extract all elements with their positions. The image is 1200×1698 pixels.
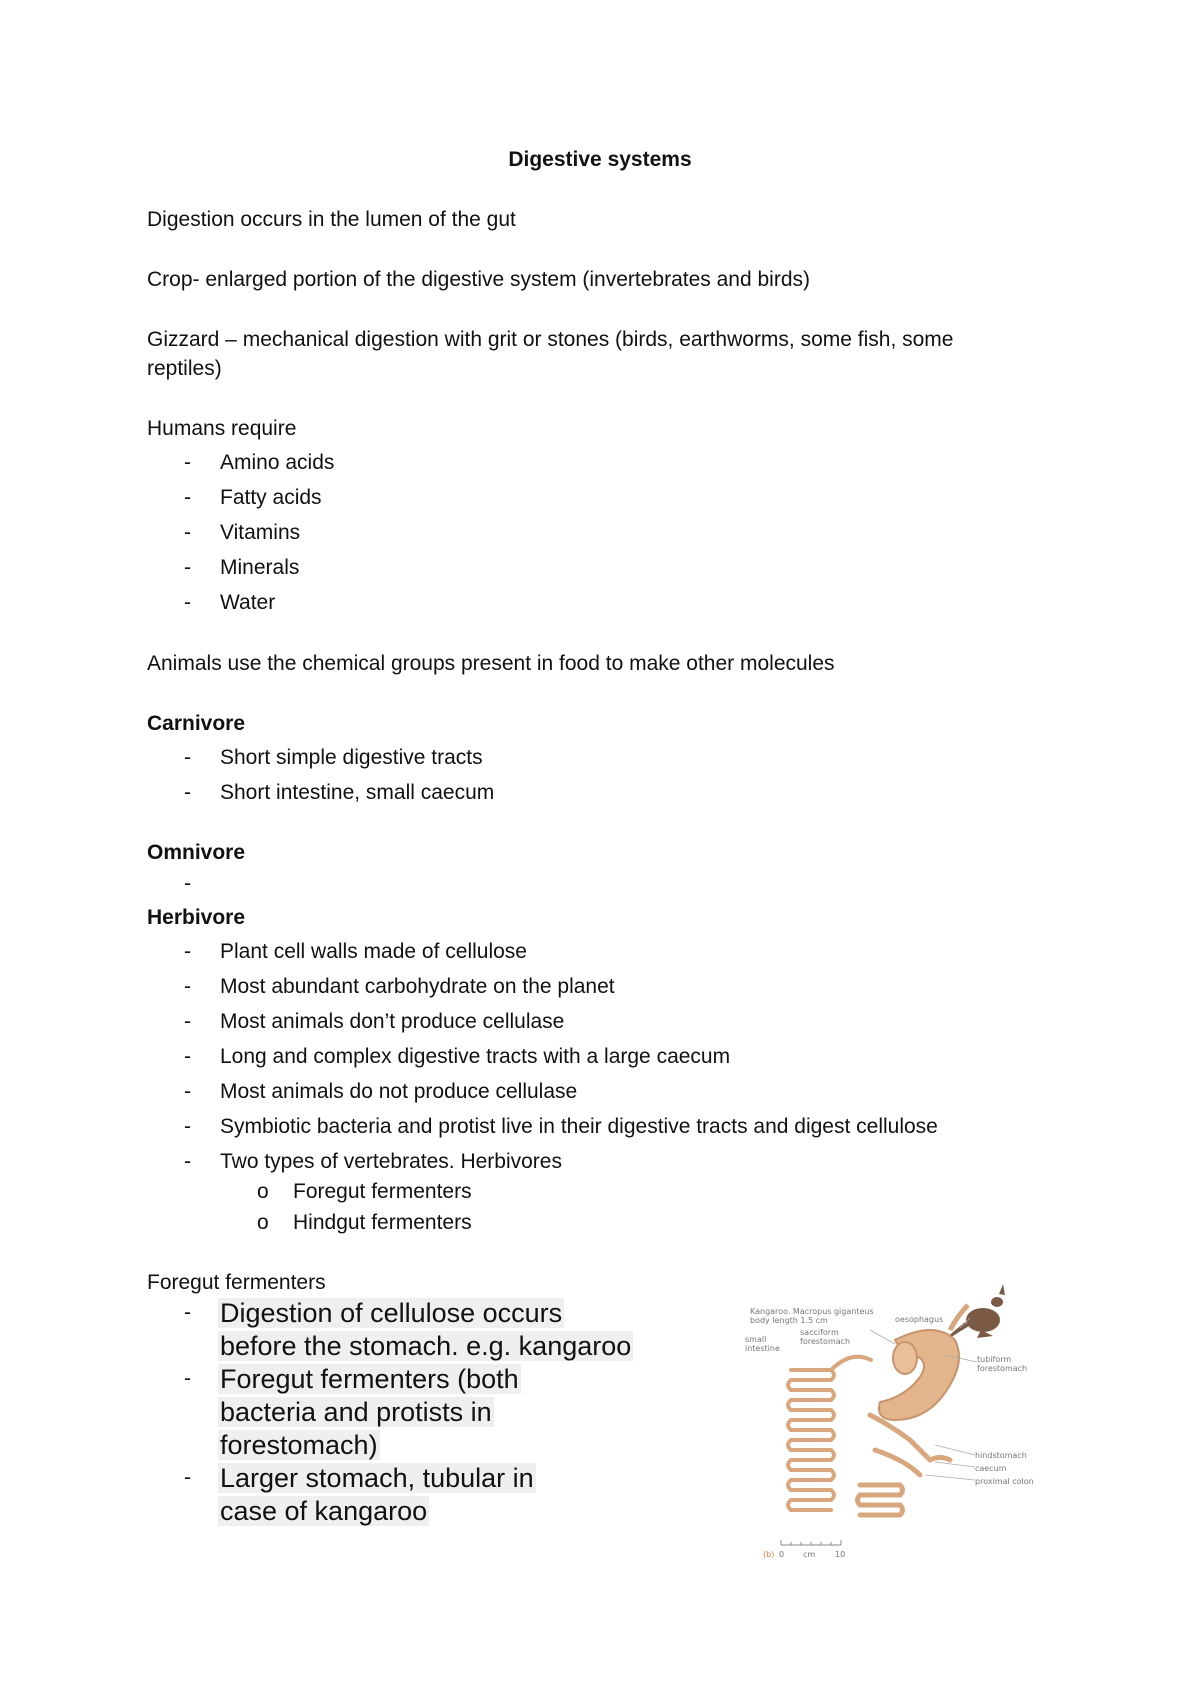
bullet-dash: - bbox=[184, 521, 191, 544]
label-small: small bbox=[745, 1335, 767, 1344]
bullet-dash: - bbox=[184, 1150, 191, 1173]
list-item: Water bbox=[220, 591, 276, 614]
panel-label: (b) bbox=[763, 1550, 775, 1559]
bullet-circle: o bbox=[257, 1211, 269, 1234]
label-intestine: intestine bbox=[745, 1344, 780, 1353]
list-item: Amino acids bbox=[220, 451, 335, 474]
bullet-dash: - bbox=[184, 1080, 191, 1103]
foregut-item-3-line2 bbox=[218, 1495, 429, 1528]
bullet-dash: - bbox=[184, 1301, 191, 1324]
scale-ten: 10 bbox=[835, 1550, 846, 1559]
figure-caption: Kangaroo. Macropus giganteus bbox=[750, 1307, 874, 1316]
list-item: Short intestine, small caecum bbox=[220, 781, 495, 804]
foregut-item-2-line3 bbox=[218, 1429, 380, 1462]
highlighted-text: before the stomach. e.g. kangaroo bbox=[220, 1331, 632, 1361]
kangaroo-icon bbox=[943, 1284, 1005, 1342]
label-caecum: caecum bbox=[975, 1464, 1007, 1473]
bullet-dash: - bbox=[184, 1045, 191, 1068]
carnivore-heading: Carnivore bbox=[147, 712, 246, 735]
bullet-dash: - bbox=[184, 940, 191, 963]
label-sacciform-forestomach: forestomach bbox=[800, 1337, 851, 1346]
list-item: Long and complex digestive tracts with a large caecum bbox=[220, 1045, 731, 1068]
bullet-dash: - bbox=[184, 1367, 191, 1390]
bullet-dash: - bbox=[184, 1115, 191, 1138]
highlighted-text: Foregut fermenters (both bbox=[220, 1364, 519, 1394]
bullet-dash: - bbox=[184, 781, 191, 804]
bullet-dash: - bbox=[184, 1010, 191, 1033]
humans-heading: Humans require bbox=[147, 417, 297, 440]
sub-list-item: Foregut fermenters bbox=[293, 1180, 472, 1203]
list-item: Fatty acids bbox=[220, 486, 322, 509]
label-tubiform: tubiform bbox=[977, 1355, 1012, 1364]
bullet-dash: - bbox=[184, 451, 191, 474]
label-hindstomach: hindstomach bbox=[975, 1451, 1027, 1460]
label-oesophagus: oesophagus bbox=[895, 1315, 944, 1324]
highlighted-text: Digestion of cellulose occurs bbox=[220, 1298, 563, 1328]
scale-zero: 0 bbox=[779, 1550, 785, 1559]
highlighted-text: forestomach) bbox=[220, 1430, 378, 1460]
list-item: Two types of vertebrates. Herbivores bbox=[220, 1150, 562, 1173]
label-tubiform-forestomach: forestomach bbox=[977, 1364, 1028, 1373]
list-item: Plant cell walls made of cellulose bbox=[220, 940, 527, 963]
foregut-item-3-line1 bbox=[218, 1462, 536, 1495]
bullet-dash: - bbox=[184, 486, 191, 509]
forestomach-shape bbox=[879, 1330, 959, 1420]
bullet-dash: - bbox=[184, 591, 191, 614]
bullet-dash: - bbox=[184, 1466, 191, 1489]
foregut-item-1-line1 bbox=[218, 1297, 564, 1330]
paragraph-lumen: Digestion occurs in the lumen of the gut bbox=[147, 208, 516, 231]
kangaroo-digestive-tract-figure bbox=[745, 1280, 1045, 1570]
paragraph-gizzard-line1: Gizzard – mechanical digestion with grit or stones (birds, earthworms, some fish, some bbox=[147, 328, 954, 351]
bullet-dash: - bbox=[184, 975, 191, 998]
list-item: Vitamins bbox=[220, 521, 301, 544]
foregut-item-2-line1 bbox=[218, 1363, 521, 1396]
highlighted-text: Larger stomach, tubular in bbox=[220, 1463, 534, 1493]
label-proximal-colon: proximal colon bbox=[975, 1477, 1034, 1486]
foregut-item-1-line2 bbox=[218, 1330, 633, 1363]
figure-caption-length: body length 1.5 cm bbox=[750, 1316, 828, 1325]
scale-bar bbox=[781, 1540, 841, 1545]
scale-unit: cm bbox=[803, 1550, 816, 1559]
bullet-circle: o bbox=[257, 1180, 269, 1203]
list-item: Most animals do not produce cellulase bbox=[220, 1080, 578, 1103]
bullet-dash: - bbox=[184, 746, 191, 769]
highlighted-text: case of kangaroo bbox=[220, 1496, 428, 1526]
list-item: Most abundant carbohydrate on the planet bbox=[220, 975, 615, 998]
foregut-heading: Foregut fermenters bbox=[147, 1271, 326, 1294]
list-item: Short simple digestive tracts bbox=[220, 746, 483, 769]
omnivore-heading: Omnivore bbox=[147, 841, 246, 864]
label-sacciform: sacciform bbox=[800, 1328, 839, 1337]
page-title: Digestive systems bbox=[508, 148, 692, 171]
sacciform-forestomach bbox=[893, 1342, 917, 1374]
hindgut-coils bbox=[858, 1415, 951, 1515]
paragraph-chemical-groups: Animals use the chemical groups present in food to make other molecules bbox=[147, 652, 835, 675]
bullet-dash: - bbox=[184, 872, 191, 895]
bullet-dash: - bbox=[184, 556, 191, 579]
list-item: Minerals bbox=[220, 556, 300, 579]
highlighted-text: bacteria and protists in bbox=[220, 1397, 492, 1427]
list-item: Most animals don’t produce cellulase bbox=[220, 1010, 565, 1033]
paragraph-gizzard-line2: reptiles) bbox=[147, 357, 222, 380]
paragraph-crop: Crop- enlarged portion of the digestive system (invertebrates and birds) bbox=[147, 268, 810, 291]
sub-list-item: Hindgut fermenters bbox=[293, 1211, 472, 1234]
list-item: Symbiotic bacteria and protist live in their digestive tracts and digest cellulose bbox=[220, 1115, 938, 1138]
foregut-item-2-line2 bbox=[218, 1396, 494, 1429]
herbivore-heading: Herbivore bbox=[147, 906, 246, 929]
